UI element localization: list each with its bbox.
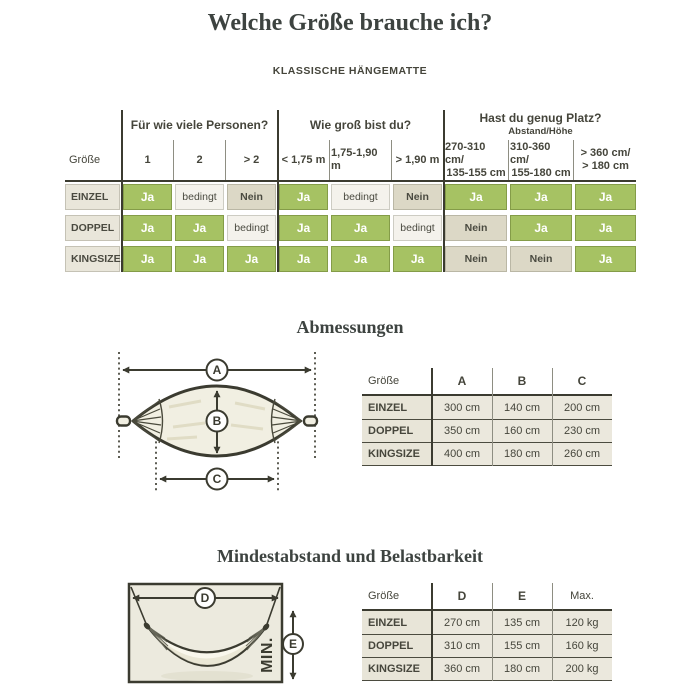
answer-cell: Ja bbox=[510, 184, 572, 210]
hammock-top-view-diagram bbox=[103, 347, 331, 499]
dist-header-e: E bbox=[517, 589, 526, 603]
value-cell: 270 cm bbox=[432, 611, 492, 634]
value-cell: 135 cm bbox=[492, 611, 552, 634]
answer-cell: Ja bbox=[227, 246, 276, 272]
sizing-table bbox=[65, 110, 636, 272]
value-cell: 310 cm bbox=[432, 635, 492, 657]
answer-cell: Nein bbox=[445, 246, 507, 272]
hanging-ring-right bbox=[304, 417, 317, 426]
dim-header-groesse: Größe bbox=[368, 375, 400, 387]
answer-cell: Ja bbox=[575, 184, 636, 210]
value-cell: 300 cm bbox=[432, 396, 492, 419]
group-separator-line bbox=[443, 110, 445, 272]
dimensions-table bbox=[362, 368, 612, 466]
answer-cell: bedingt bbox=[227, 215, 276, 241]
dimensions-section-title: Abmessungen bbox=[296, 317, 404, 337]
col-space-small-line1: 270-310 cm/ bbox=[445, 140, 486, 166]
value-cell: 200 cm bbox=[552, 396, 612, 419]
distance-section-title: Mindestabstand und Belastbarkeit bbox=[216, 546, 484, 566]
value-cell: 160 cm bbox=[492, 420, 552, 442]
column-separator-line bbox=[225, 140, 226, 180]
answer-cell: Ja bbox=[279, 184, 328, 210]
col-space-mid bbox=[510, 140, 572, 180]
answer-cell: Ja bbox=[175, 215, 224, 241]
group-height-title: Wie groß bist du? bbox=[309, 117, 412, 132]
table-bottom-line bbox=[362, 465, 612, 466]
answer-cell: bedingt bbox=[393, 215, 442, 241]
group-space-title-text: Hast du genug Platz? bbox=[479, 111, 602, 125]
answer-cell: Ja bbox=[331, 246, 390, 272]
col-space-large-line1: > 360 cm/ bbox=[580, 147, 631, 159]
row-header-groesse: Größe bbox=[69, 154, 101, 166]
row-label-einzel: EINZEL bbox=[362, 396, 432, 419]
distance-table-header bbox=[362, 583, 612, 609]
col-persons-more: > 2 bbox=[243, 153, 260, 166]
row-label-doppel: DOPPEL bbox=[65, 215, 120, 241]
value-cell: 155 cm bbox=[492, 635, 552, 657]
answer-cell: Nein bbox=[227, 184, 276, 210]
row-label-einzel: EINZEL bbox=[362, 611, 432, 634]
header-divider-line bbox=[65, 180, 636, 182]
group-space-title bbox=[445, 110, 636, 140]
value-cell: 140 cm bbox=[492, 396, 552, 419]
column-separator-line bbox=[391, 140, 392, 180]
distance-table bbox=[362, 583, 612, 681]
row-label-kingsize: KINGSIZE bbox=[65, 246, 120, 272]
dim-header-a: A bbox=[457, 374, 467, 388]
dist-header-d: D bbox=[457, 589, 467, 603]
answer-cell: Nein bbox=[393, 184, 442, 210]
value-cell: 120 kg bbox=[552, 611, 612, 634]
col-persons-1: 1 bbox=[144, 153, 151, 166]
col-space-large-line2: > 180 cm bbox=[582, 160, 629, 172]
answer-cell: Ja bbox=[331, 215, 390, 241]
column-separator-line bbox=[492, 368, 493, 466]
answer-cell: Ja bbox=[575, 215, 636, 241]
value-cell: 180 cm bbox=[492, 658, 552, 680]
hammock-shadow bbox=[161, 671, 253, 681]
column-separator-line bbox=[552, 583, 553, 681]
dim-header-b: B bbox=[517, 374, 527, 388]
table-row bbox=[362, 419, 612, 442]
answer-cell: Ja bbox=[445, 184, 507, 210]
value-cell: 200 kg bbox=[552, 658, 612, 680]
col-height-mid: 1,75-1,90 m bbox=[331, 147, 378, 172]
row-label-kingsize: KINGSIZE bbox=[362, 658, 432, 680]
hanging-ring-left bbox=[117, 417, 130, 426]
answer-cell: Ja bbox=[123, 246, 172, 272]
table-row bbox=[362, 634, 612, 657]
table-row bbox=[362, 442, 612, 465]
column-separator-line bbox=[173, 140, 174, 180]
dimensions-table-header bbox=[362, 368, 612, 394]
col-height-small: < 1,75 m bbox=[281, 153, 326, 166]
col-space-mid-line2: 155-180 cm bbox=[511, 166, 571, 179]
dimension-label-e: E bbox=[288, 637, 298, 651]
answer-cell: bedingt bbox=[331, 184, 390, 210]
column-separator-line bbox=[508, 140, 509, 180]
column-separator-line bbox=[431, 368, 433, 466]
hammock-side-view-diagram bbox=[123, 580, 318, 690]
answer-cell: Ja bbox=[393, 246, 442, 272]
column-separator-line bbox=[329, 140, 330, 180]
col-height-tall: > 1,90 m bbox=[395, 153, 440, 166]
dimension-label-b: B bbox=[212, 414, 222, 428]
page-title: Welche Größe brauche ich? bbox=[207, 10, 493, 36]
value-cell: 400 cm bbox=[432, 443, 492, 465]
dist-header-groesse: Größe bbox=[368, 590, 400, 602]
column-separator-line bbox=[492, 583, 493, 681]
table-row bbox=[362, 396, 612, 419]
answer-cell: Nein bbox=[510, 246, 572, 272]
page-subtitle: KLASSISCHE HÄNGEMATTE bbox=[272, 65, 428, 77]
column-separator-line bbox=[431, 583, 433, 681]
group-separator-line bbox=[121, 110, 123, 272]
answer-cell: Ja bbox=[175, 246, 224, 272]
dist-header-max: Max. bbox=[570, 590, 594, 602]
value-cell: 260 cm bbox=[552, 443, 612, 465]
answer-cell: Ja bbox=[510, 215, 572, 241]
answer-cell: Ja bbox=[279, 215, 328, 241]
value-cell: 180 cm bbox=[492, 443, 552, 465]
answer-cell: Ja bbox=[123, 184, 172, 210]
column-separator-line bbox=[573, 140, 574, 180]
dimension-label-d: D bbox=[200, 591, 210, 605]
group-persons-title: Für wie viele Personen? bbox=[130, 117, 269, 132]
answer-cell: Ja bbox=[575, 246, 636, 272]
min-height-label: MIN. bbox=[259, 637, 276, 673]
sizing-table-header bbox=[65, 110, 636, 180]
table-row bbox=[362, 611, 612, 634]
col-space-mid-line1: 310-360 cm/ bbox=[510, 140, 551, 166]
row-label-einzel: EINZEL bbox=[65, 184, 120, 210]
value-cell: 360 cm bbox=[432, 658, 492, 680]
row-label-doppel: DOPPEL bbox=[362, 420, 432, 442]
column-separator-line bbox=[552, 368, 553, 466]
col-space-large bbox=[575, 140, 636, 180]
answer-cell: Ja bbox=[279, 246, 328, 272]
dimension-label-c: C bbox=[212, 472, 222, 486]
answer-cell: Ja bbox=[123, 215, 172, 241]
col-space-small bbox=[445, 140, 507, 180]
group-separator-line bbox=[277, 110, 279, 272]
answer-cell: bedingt bbox=[175, 184, 224, 210]
value-cell: 230 cm bbox=[552, 420, 612, 442]
value-cell: 160 kg bbox=[552, 635, 612, 657]
table-bottom-line bbox=[362, 680, 612, 681]
table-row bbox=[362, 657, 612, 680]
group-space-subtitle: Abstand/Höhe bbox=[508, 126, 573, 137]
row-label-doppel: DOPPEL bbox=[362, 635, 432, 657]
dim-header-c: C bbox=[577, 374, 587, 388]
dimension-label-a: A bbox=[212, 363, 222, 377]
row-label-kingsize: KINGSIZE bbox=[362, 443, 432, 465]
sizing-table-body bbox=[65, 184, 636, 272]
col-space-small-line2: 135-155 cm bbox=[446, 166, 506, 179]
answer-cell: Nein bbox=[445, 215, 507, 241]
col-persons-2: 2 bbox=[196, 153, 203, 166]
value-cell: 350 cm bbox=[432, 420, 492, 442]
